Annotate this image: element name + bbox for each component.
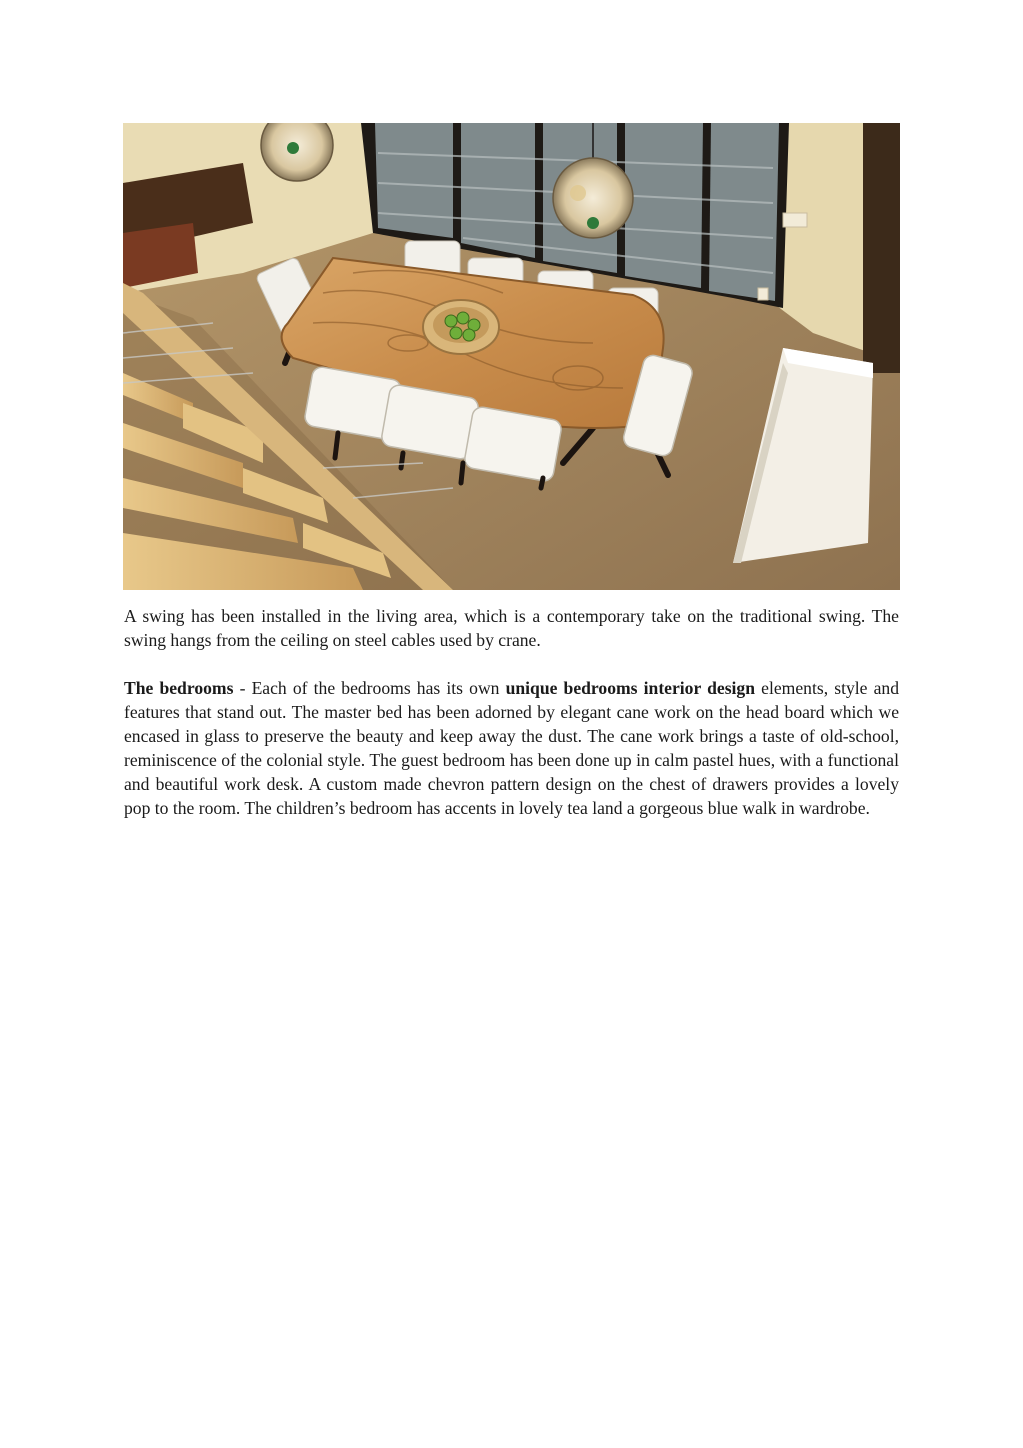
bedrooms-bold-phrase: unique bedrooms interior design: [505, 678, 756, 698]
paragraph-bedrooms: [124, 676, 899, 820]
dining-room-illustration: [123, 123, 900, 590]
bedrooms-heading: The bedrooms: [124, 678, 234, 698]
bedrooms-body: elements, style and features that stand out. The master bed has been adorned by elegant cane work on the head board which we encased in glass to preserve the beauty and keep away the dust. The cane work brings a taste of old-school, reminiscence of the colonial style. The guest bedroom has been done up in calm pastel hues, with a functional and beautiful work desk. A custom made chevron pattern design on the chest of drawers provides a lovely pop to the room. The children’s bedroom has accents in lovely tea land a gorgeous blue walk in wardrobe.: [124, 678, 899, 818]
article-body: [124, 604, 899, 820]
bedrooms-intro: - Each of the bedrooms has its own: [233, 678, 506, 698]
paragraph-swing: A swing has been installed in the living area, which is a contemporary take on the traditional swing. The swing hangs from the ceiling on steel cables used by crane.: [124, 606, 899, 650]
dining-room-photo: [123, 123, 900, 590]
